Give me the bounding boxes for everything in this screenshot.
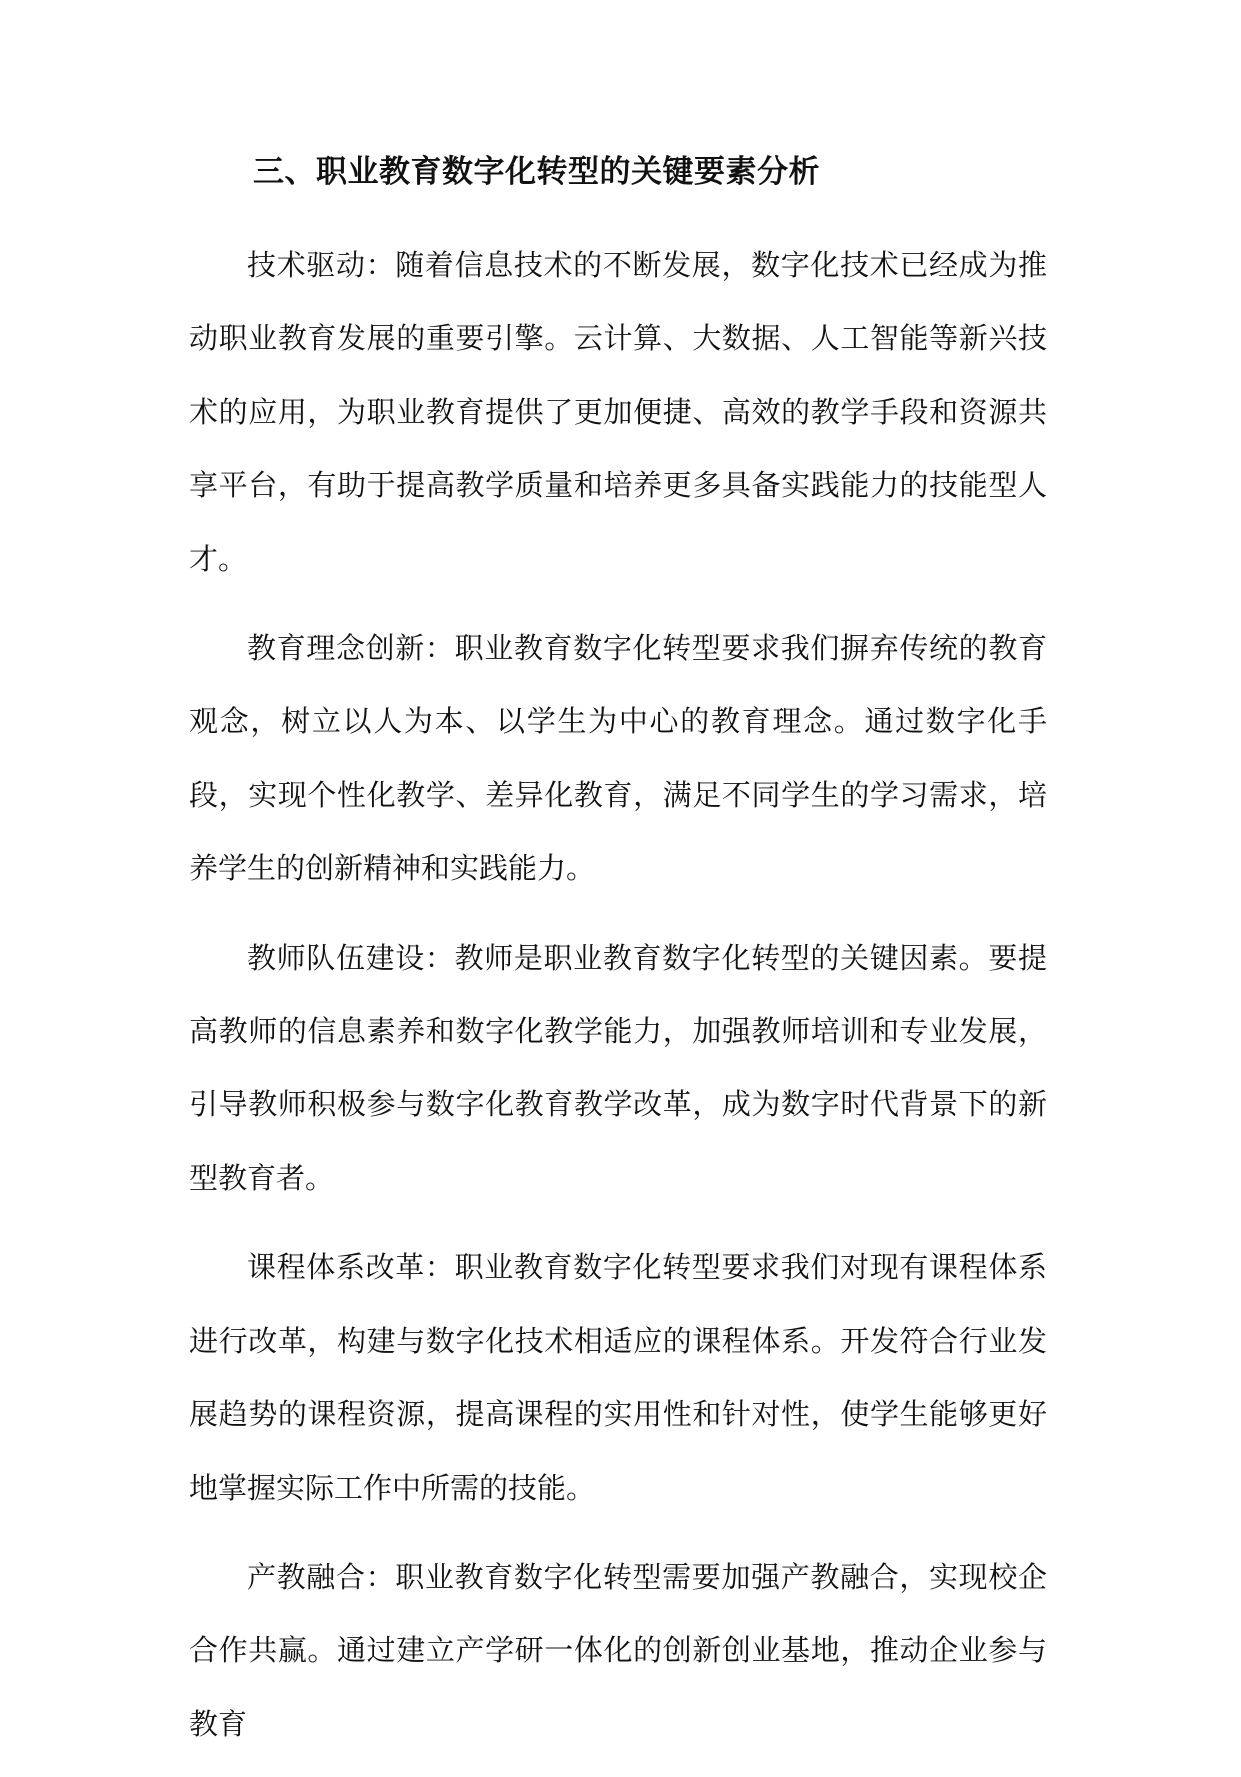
paragraph-curriculum-reform: 课程体系改革：职业教育数字化转型要求我们对现有课程体系进行改革，构建与数字化技术相适应的课程体系。开发符合行业发展趋势的课程资源，提高课程的实用性和针对性，使学生能够更好地掌握实际工作中所需的技能。 — [189, 1250, 1047, 1505]
paragraph-technology-driven: 技术驱动：随着信息技术的不断发展，数字化技术已经成为推动职业教育发展的重要引擎。云计算、大数据、人工智能等新兴技术的应用，为职业教育提供了更加便捷、高效的教学手段和资源共享平台，有助于提高教学质量和培养更多具备实践能力的技能型人才。 — [189, 248, 1047, 576]
paragraph-industry-education-integration: 产教融合：职业教育数字化转型需要加强产教融合，实现校企合作共赢。通过建立产学研一体化的创新创业基地，推动企业参与教育 — [189, 1559, 1047, 1741]
paragraph-educational-concept-innovation: 教育理念创新：职业教育数字化转型要求我们摒弃传统的教育观念，树立以人为本、以学生为中心的教育理念。通过数字化手段，实现个性化教学、差异化教育，满足不同学生的学习需求，培养学生的创新精神和实践能力。 — [189, 631, 1047, 886]
section-heading: 三、职业教育数字化转型的关键要素分析 — [253, 154, 820, 190]
body-text — [189, 229, 1047, 1777]
paragraph-teacher-team-building: 教师队伍建设：教师是职业教育数字化转型的关键因素。要提高教师的信息素养和数字化教学能力，加强教师培训和专业发展，引导教师积极参与数字化教育教学改革，成为数字时代背景下的新型教育者。 — [189, 940, 1047, 1195]
